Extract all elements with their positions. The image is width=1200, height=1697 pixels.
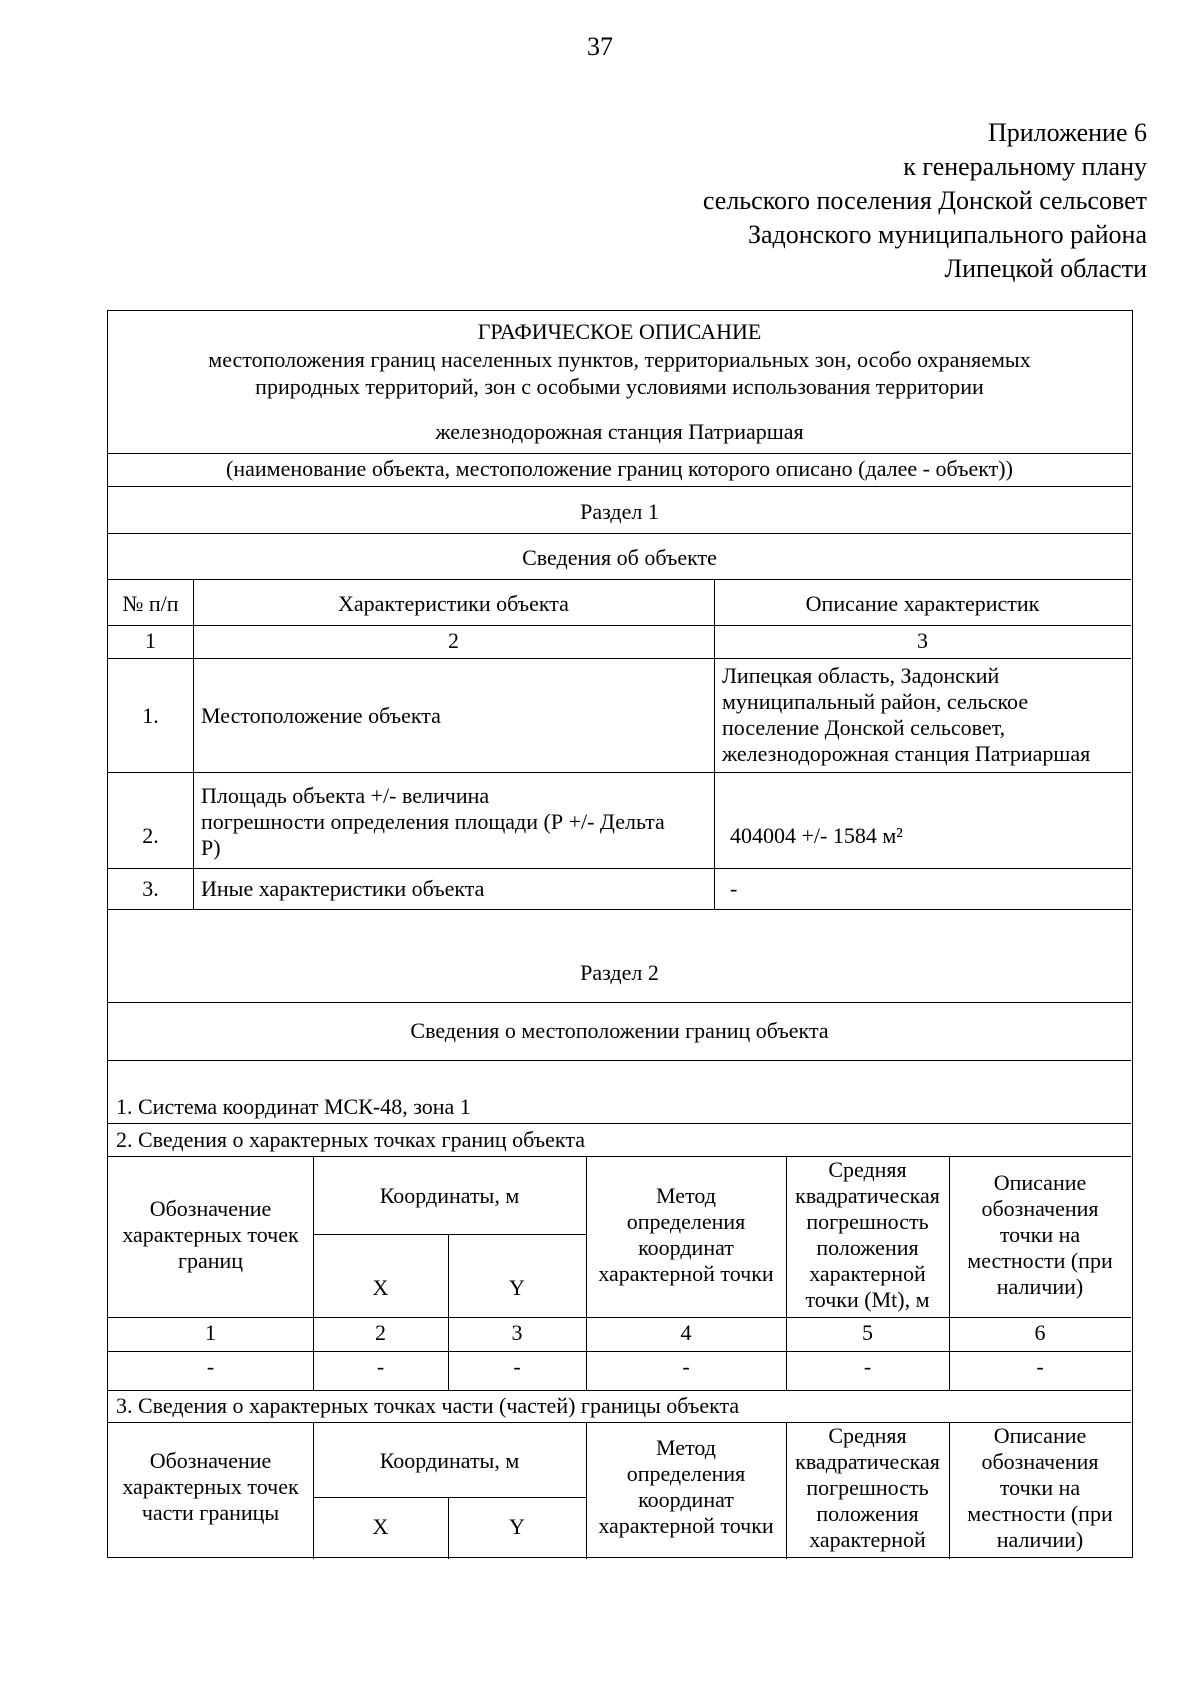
row-description: поселение Донской сельсовет, (722, 715, 1006, 740)
points-col-number: 2 (375, 1320, 386, 1345)
points-col-number: 6 (1034, 1320, 1046, 1345)
header-y: Y (509, 1275, 525, 1300)
header-error: квадратическая (795, 1183, 940, 1208)
appendix-line: Липецкой области (944, 254, 1147, 283)
row-description: - (730, 876, 738, 901)
parts-header-method: Метод (656, 1435, 716, 1460)
header-description: местности (при (967, 1248, 1113, 1273)
header-error: погрешность (806, 1209, 929, 1234)
points-cell: - (682, 1354, 690, 1379)
col-header: № п/п (122, 591, 179, 616)
header-method: Метод (656, 1183, 716, 1208)
section1-title: Раздел 1 (580, 499, 659, 524)
col-number: 1 (145, 628, 156, 653)
coordinate-system: 1. Система координат МСК-48, зона 1 (116, 1094, 471, 1119)
parts-header-designation: Обозначение (149, 1448, 272, 1473)
header-method: координат (638, 1235, 734, 1260)
points-col-number: 5 (862, 1320, 873, 1345)
header-error: положения (816, 1235, 919, 1260)
parts-header-method: характерной точки (598, 1513, 774, 1538)
row-number: 2. (142, 823, 159, 848)
parts-header-error: положения (816, 1501, 919, 1526)
parts-header-description: местности (при (967, 1501, 1113, 1526)
parts-header-coordinates: Координаты, м (379, 1448, 520, 1473)
appendix-line: Приложение 6 (987, 118, 1147, 147)
points-cell: - (206, 1354, 215, 1379)
header-description: Описание (993, 1170, 1087, 1195)
col-header: Описание характеристик (805, 591, 1040, 616)
section1-subtitle: Сведения об объекте (522, 545, 717, 570)
row-number: 3. (142, 876, 159, 901)
parts-header-method: определения (626, 1461, 746, 1486)
points-title: 2. Сведения о характерных точках границ объекта (116, 1127, 585, 1152)
col-header: Характеристики объекта (338, 591, 569, 616)
parts-header-error: Средняя (828, 1423, 907, 1448)
description-table (107, 310, 1133, 1558)
row-description: муниципальный район, сельское (722, 689, 1029, 714)
row-characteristic: Площадь объекта +/- величина (201, 783, 490, 808)
parts-header-error: характерной (809, 1527, 926, 1552)
row-description: 404004 +/- 1584 м² (730, 823, 903, 848)
parts-header-description: наличии) (996, 1527, 1084, 1552)
row-characteristic: погрешности определения площади (Р +/- Дельта (201, 809, 665, 834)
doc-subtitle: природных территорий, зон с особыми условиями использования территории (255, 374, 984, 399)
appendix-line: сельского поселения Донской сельсовет (702, 186, 1147, 215)
appendix-line: к генеральному плану (903, 152, 1147, 181)
header-designation: характерных точек (122, 1222, 299, 1247)
appendix-line: Задонского муниципального района (747, 220, 1147, 249)
header-description: наличии) (996, 1274, 1084, 1299)
header-error: точки (Mt), м (805, 1287, 930, 1312)
parts-header-description: точки на (999, 1475, 1081, 1500)
header-method: определения (626, 1209, 746, 1234)
parts-header-y: Y (509, 1514, 525, 1539)
parts-header-method: координат (638, 1487, 734, 1512)
object-caption: (наименование объекта, местоположение границ которого описано (далее - объект)) (226, 456, 1013, 481)
parts-header-x: X (372, 1514, 389, 1539)
parts-header-error: квадратическая (795, 1449, 940, 1474)
points-cell: - (376, 1354, 385, 1379)
header-error: характерной (809, 1261, 926, 1286)
points-cell: - (863, 1354, 872, 1379)
points-col-number: 3 (511, 1320, 523, 1345)
parts-header-description: обозначения (981, 1449, 1099, 1474)
col-number: 3 (917, 628, 928, 653)
points-cell: - (1036, 1354, 1044, 1379)
row-description: Липецкая область, Задонский (722, 663, 1000, 688)
row-characteristic: Р) (201, 835, 221, 860)
row-number: 1. (142, 703, 159, 728)
doc-subtitle: местоположения границ населенных пунктов, территориальных зон, особо охраняемых (208, 347, 1031, 372)
header-coordinates: Координаты, м (379, 1183, 520, 1208)
section2-title: Раздел 2 (580, 960, 659, 985)
appendix-block (703, 116, 1147, 286)
header-method: характерной точки (598, 1261, 774, 1286)
row-description: железнодорожная станция Патриаршая (722, 741, 1091, 766)
row-characteristic: Иные характеристики объекта (201, 876, 485, 901)
header-description: обозначения (981, 1196, 1099, 1221)
page-number: 37 (587, 32, 613, 61)
header-x: X (372, 1275, 389, 1300)
object-name: железнодорожная станция Патриаршая (435, 419, 804, 444)
section2-subtitle: Сведения о местоположении границ объекта (410, 1018, 829, 1043)
header-designation: Обозначение (149, 1196, 272, 1221)
parts-header-description: Описание (993, 1423, 1087, 1448)
parts-title: 3. Сведения о характерных точках части (частей) границы объекта (116, 1393, 740, 1418)
header-description: точки на (999, 1222, 1081, 1247)
doc-title: ГРАФИЧЕСКОЕ ОПИСАНИЕ (477, 319, 762, 344)
header-error: Средняя (828, 1157, 907, 1182)
points-cell: - (513, 1354, 521, 1379)
parts-header-designation: характерных точек (122, 1474, 299, 1499)
row-characteristic: Местоположение объекта (201, 703, 441, 728)
parts-header-designation: части границы (141, 1500, 280, 1525)
col-number: 2 (448, 628, 459, 653)
points-col-number: 1 (205, 1320, 216, 1345)
header-designation: границ (177, 1248, 244, 1273)
points-col-number: 4 (680, 1320, 692, 1345)
parts-header-error: погрешность (806, 1475, 929, 1500)
